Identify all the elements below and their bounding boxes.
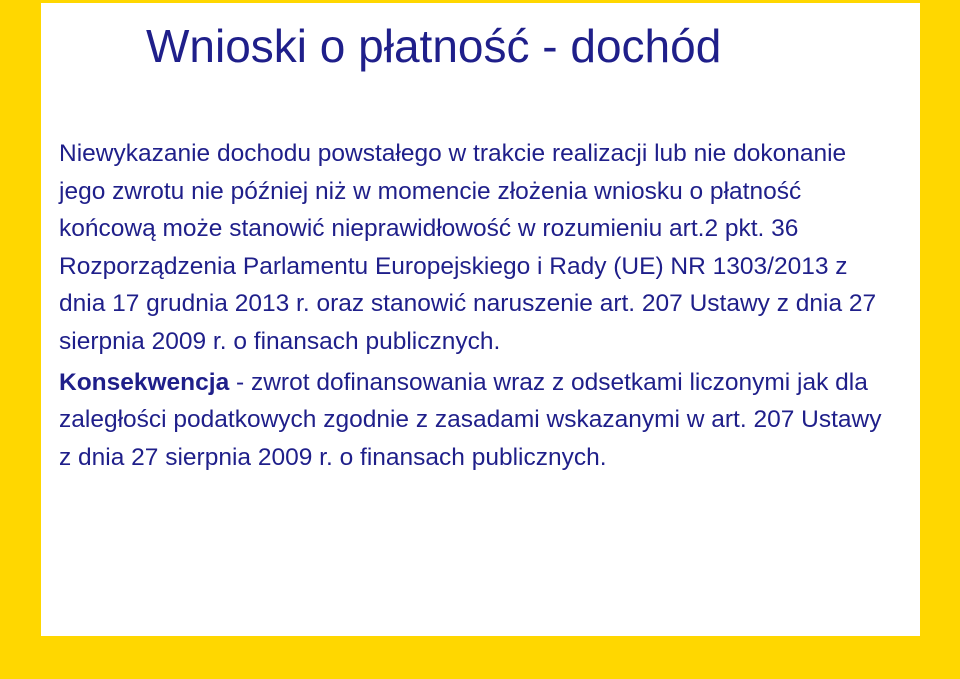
consequence-text: - zwrot dofinansowania wraz z odsetkami liczonymi jak dla zaległości podatkowych zgodnie z zasadami wskazanymi w art. 207 Ustawy z dnia 27 sierpnia 2009 r. o finansach publicznych. (59, 368, 882, 471)
paragraph-consequence (59, 364, 899, 477)
paragraph-irregularity: Niewykazanie dochodu powstałego w trakcie realizacji lub nie dokonanie jego zwrotu nie później niż w momencie złożenia wniosku o płatność końcową może stanowić nieprawidłowość w rozumieniu art.2 pkt. 36 Rozporządzenia Parlamentu Europejskiego i Rady (UE) NR 1303/2013 z dnia 17 grudnia 2013 r. oraz stanowić naruszenie art. 207 Ustawy z dnia 27 sierpnia 2009 r. o finansach publicznych. (59, 140, 877, 355)
slide-title: Wnioski o płatność - dochód (146, 20, 722, 72)
consequence-keyword: Konsekwencja (59, 368, 230, 396)
slide-body (59, 135, 899, 476)
slide-content (41, 3, 920, 636)
